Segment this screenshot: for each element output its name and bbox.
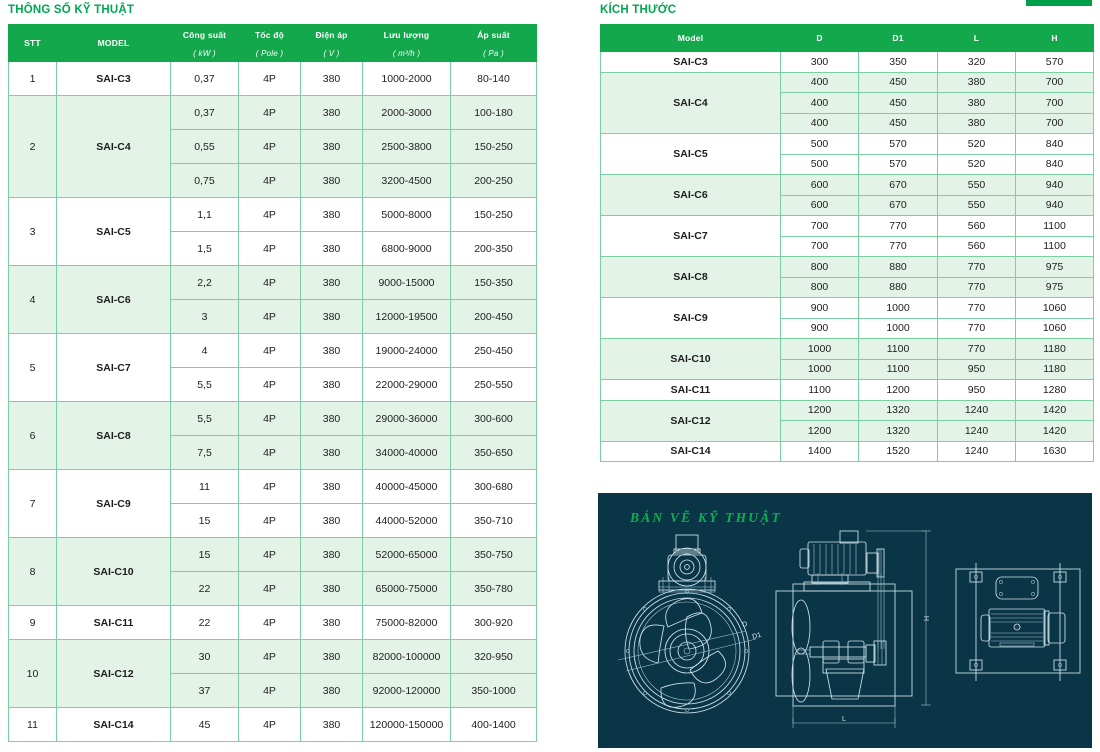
column-unit-speed: ( Pole ) bbox=[239, 46, 301, 62]
cell-d1: 1320 bbox=[859, 400, 938, 421]
cell-h: 700 bbox=[1016, 93, 1094, 114]
table-row bbox=[601, 216, 1094, 237]
cell-voltage: 380 bbox=[301, 164, 363, 198]
cell-speed: 4P bbox=[239, 402, 301, 436]
cell-d1: 1100 bbox=[859, 339, 938, 360]
cell-voltage: 380 bbox=[301, 334, 363, 368]
cell-d1: 770 bbox=[859, 216, 938, 237]
cell-l: 520 bbox=[938, 134, 1016, 155]
cell-pressure: 350-1000 bbox=[451, 674, 537, 708]
cell-h: 1060 bbox=[1016, 298, 1094, 319]
cell-d1: 670 bbox=[859, 175, 938, 196]
cell-speed: 4P bbox=[239, 368, 301, 402]
specifications-table bbox=[8, 24, 537, 742]
cell-d: 400 bbox=[781, 113, 859, 134]
cell-l: 770 bbox=[938, 318, 1016, 339]
cell-l: 520 bbox=[938, 154, 1016, 175]
cell-model: SAI-C11 bbox=[601, 380, 781, 401]
cell-speed: 4P bbox=[239, 164, 301, 198]
dimension-label-d1: D1 bbox=[751, 631, 763, 641]
column-unit-pressure: ( Pa ) bbox=[451, 46, 537, 62]
cell-model: SAI-C3 bbox=[57, 62, 171, 96]
cell-speed: 4P bbox=[239, 436, 301, 470]
cell-flow: 29000-36000 bbox=[363, 402, 451, 436]
cell-voltage: 380 bbox=[301, 96, 363, 130]
cell-voltage: 380 bbox=[301, 130, 363, 164]
cell-speed: 4P bbox=[239, 266, 301, 300]
cell-stt: 7 bbox=[9, 470, 57, 538]
cell-h: 840 bbox=[1016, 154, 1094, 175]
cell-d: 1400 bbox=[781, 441, 859, 462]
cell-l: 1240 bbox=[938, 441, 1016, 462]
cell-d: 800 bbox=[781, 257, 859, 278]
column-header-voltage: Điện áp bbox=[301, 25, 363, 46]
cell-stt: 4 bbox=[9, 266, 57, 334]
cell-pressure: 320-950 bbox=[451, 640, 537, 674]
cell-l: 770 bbox=[938, 257, 1016, 278]
cell-power: 30 bbox=[171, 640, 239, 674]
column-unit-flow: ( m³/h ) bbox=[363, 46, 451, 62]
cell-h: 975 bbox=[1016, 277, 1094, 298]
cell-speed: 4P bbox=[239, 572, 301, 606]
cell-model: SAI-C10 bbox=[57, 538, 171, 606]
table-row bbox=[9, 334, 537, 368]
technical-drawing-panel bbox=[598, 493, 1092, 748]
cell-l: 560 bbox=[938, 216, 1016, 237]
cell-flow: 9000-15000 bbox=[363, 266, 451, 300]
table-row bbox=[9, 198, 537, 232]
cell-voltage: 380 bbox=[301, 402, 363, 436]
cell-l: 770 bbox=[938, 298, 1016, 319]
table-row bbox=[601, 72, 1094, 93]
cell-l: 950 bbox=[938, 380, 1016, 401]
cell-d1: 350 bbox=[859, 52, 938, 73]
cell-speed: 4P bbox=[239, 300, 301, 334]
cell-d1: 450 bbox=[859, 113, 938, 134]
cell-flow: 120000-150000 bbox=[363, 708, 451, 742]
cell-flow: 12000-19500 bbox=[363, 300, 451, 334]
cell-pressure: 250-450 bbox=[451, 334, 537, 368]
cell-power: 45 bbox=[171, 708, 239, 742]
cell-d1: 880 bbox=[859, 257, 938, 278]
cell-d: 900 bbox=[781, 318, 859, 339]
cell-pressure: 350-780 bbox=[451, 572, 537, 606]
cell-power: 22 bbox=[171, 606, 239, 640]
cell-model: SAI-C9 bbox=[601, 298, 781, 339]
cell-model: SAI-C4 bbox=[57, 96, 171, 198]
dimensions-table-container bbox=[600, 24, 1094, 462]
cell-l: 550 bbox=[938, 195, 1016, 216]
cell-d: 300 bbox=[781, 52, 859, 73]
cell-d: 1000 bbox=[781, 359, 859, 380]
table-row bbox=[9, 470, 537, 504]
cell-flow: 1000-2000 bbox=[363, 62, 451, 96]
cell-model: SAI-C12 bbox=[601, 400, 781, 441]
cell-voltage: 380 bbox=[301, 266, 363, 300]
table-row bbox=[9, 538, 537, 572]
cell-pressure: 200-250 bbox=[451, 164, 537, 198]
cell-pressure: 100-180 bbox=[451, 96, 537, 130]
cell-pressure: 200-450 bbox=[451, 300, 537, 334]
cell-speed: 4P bbox=[239, 62, 301, 96]
cell-l: 380 bbox=[938, 93, 1016, 114]
table-row bbox=[601, 257, 1094, 278]
cell-power: 11 bbox=[171, 470, 239, 504]
cell-h: 975 bbox=[1016, 257, 1094, 278]
cell-voltage: 380 bbox=[301, 640, 363, 674]
cell-voltage: 380 bbox=[301, 504, 363, 538]
cell-power: 1,1 bbox=[171, 198, 239, 232]
cell-model: SAI-C4 bbox=[601, 72, 781, 134]
table-row bbox=[9, 402, 537, 436]
column-header-d1: D1 bbox=[859, 25, 938, 52]
cell-power: 15 bbox=[171, 538, 239, 572]
cell-model: SAI-C6 bbox=[57, 266, 171, 334]
column-header-model: MODEL bbox=[57, 25, 171, 62]
cell-d: 500 bbox=[781, 154, 859, 175]
cell-stt: 8 bbox=[9, 538, 57, 606]
cell-pressure: 150-250 bbox=[451, 130, 537, 164]
cell-voltage: 380 bbox=[301, 62, 363, 96]
table-row bbox=[601, 441, 1094, 462]
table-row bbox=[9, 708, 537, 742]
column-header-power: Công suất bbox=[171, 25, 239, 46]
cell-flow: 92000-120000 bbox=[363, 674, 451, 708]
cell-d1: 570 bbox=[859, 154, 938, 175]
table-row bbox=[601, 52, 1094, 73]
cell-h: 840 bbox=[1016, 134, 1094, 155]
cell-l: 380 bbox=[938, 113, 1016, 134]
drawing-side-view bbox=[776, 531, 931, 728]
cell-model: SAI-C9 bbox=[57, 470, 171, 538]
cell-l: 1240 bbox=[938, 400, 1016, 421]
column-unit-power: ( kW ) bbox=[171, 46, 239, 62]
cell-voltage: 380 bbox=[301, 674, 363, 708]
table-row bbox=[9, 96, 537, 130]
cell-power: 15 bbox=[171, 504, 239, 538]
cell-model: SAI-C6 bbox=[601, 175, 781, 216]
cell-power: 0,75 bbox=[171, 164, 239, 198]
column-header-speed: Tốc độ bbox=[239, 25, 301, 46]
cell-l: 770 bbox=[938, 339, 1016, 360]
cell-flow: 44000-52000 bbox=[363, 504, 451, 538]
cell-h: 1420 bbox=[1016, 400, 1094, 421]
cell-flow: 3200-4500 bbox=[363, 164, 451, 198]
cell-d: 1100 bbox=[781, 380, 859, 401]
specifications-section-title: THÔNG SỐ KỸ THUẬT bbox=[8, 4, 135, 16]
cell-flow: 75000-82000 bbox=[363, 606, 451, 640]
cell-h: 1100 bbox=[1016, 236, 1094, 257]
cell-power: 4 bbox=[171, 334, 239, 368]
table-row bbox=[601, 134, 1094, 155]
cell-d1: 1000 bbox=[859, 318, 938, 339]
dimension-label-l: L bbox=[842, 716, 846, 723]
cell-power: 5,5 bbox=[171, 402, 239, 436]
cell-h: 1180 bbox=[1016, 359, 1094, 380]
table-row bbox=[601, 298, 1094, 319]
cell-voltage: 380 bbox=[301, 232, 363, 266]
cell-model: SAI-C11 bbox=[57, 606, 171, 640]
cell-d: 500 bbox=[781, 134, 859, 155]
table-row bbox=[9, 62, 537, 96]
cell-speed: 4P bbox=[239, 470, 301, 504]
cell-d: 1200 bbox=[781, 400, 859, 421]
column-header-h: H bbox=[1016, 25, 1094, 52]
table-row bbox=[9, 266, 537, 300]
column-header-stt: STT bbox=[9, 25, 57, 62]
cell-d: 700 bbox=[781, 216, 859, 237]
table-row bbox=[601, 380, 1094, 401]
cell-d: 400 bbox=[781, 93, 859, 114]
dimension-label-h: H bbox=[924, 615, 931, 621]
cell-d1: 770 bbox=[859, 236, 938, 257]
cell-l: 950 bbox=[938, 359, 1016, 380]
cell-power: 1,5 bbox=[171, 232, 239, 266]
cell-voltage: 380 bbox=[301, 538, 363, 572]
cell-model: SAI-C14 bbox=[601, 441, 781, 462]
cell-d1: 1100 bbox=[859, 359, 938, 380]
cell-d: 600 bbox=[781, 195, 859, 216]
cell-pressure: 150-350 bbox=[451, 266, 537, 300]
cell-stt: 1 bbox=[9, 62, 57, 96]
cell-d1: 1320 bbox=[859, 421, 938, 442]
table-row bbox=[9, 606, 537, 640]
column-header-d: D bbox=[781, 25, 859, 52]
cell-h: 1180 bbox=[1016, 339, 1094, 360]
cell-speed: 4P bbox=[239, 708, 301, 742]
cell-flow: 5000-8000 bbox=[363, 198, 451, 232]
cell-pressure: 400-1400 bbox=[451, 708, 537, 742]
cell-power: 3 bbox=[171, 300, 239, 334]
cell-l: 550 bbox=[938, 175, 1016, 196]
cell-stt: 2 bbox=[9, 96, 57, 198]
cell-voltage: 380 bbox=[301, 708, 363, 742]
cell-power: 5,5 bbox=[171, 368, 239, 402]
cell-l: 560 bbox=[938, 236, 1016, 257]
cell-pressure: 350-650 bbox=[451, 436, 537, 470]
cell-power: 0,55 bbox=[171, 130, 239, 164]
cell-l: 380 bbox=[938, 72, 1016, 93]
cell-stt: 9 bbox=[9, 606, 57, 640]
cell-model: SAI-C8 bbox=[57, 402, 171, 470]
cell-power: 37 bbox=[171, 674, 239, 708]
cell-stt: 11 bbox=[9, 708, 57, 742]
cell-voltage: 380 bbox=[301, 368, 363, 402]
cell-d1: 450 bbox=[859, 72, 938, 93]
cell-speed: 4P bbox=[239, 232, 301, 266]
dimension-label-d: D bbox=[741, 620, 749, 629]
cell-d1: 1000 bbox=[859, 298, 938, 319]
column-header-pressure: Áp suất bbox=[451, 25, 537, 46]
cell-voltage: 380 bbox=[301, 300, 363, 334]
cell-speed: 4P bbox=[239, 198, 301, 232]
cell-d1: 1520 bbox=[859, 441, 938, 462]
cell-h: 1630 bbox=[1016, 441, 1094, 462]
cell-speed: 4P bbox=[239, 674, 301, 708]
cell-d: 600 bbox=[781, 175, 859, 196]
table-row bbox=[601, 400, 1094, 421]
cell-flow: 34000-40000 bbox=[363, 436, 451, 470]
cell-flow: 22000-29000 bbox=[363, 368, 451, 402]
cell-flow: 82000-100000 bbox=[363, 640, 451, 674]
cell-h: 570 bbox=[1016, 52, 1094, 73]
column-unit-voltage: ( V ) bbox=[301, 46, 363, 62]
header-row-labels bbox=[9, 25, 537, 46]
cell-model: SAI-C5 bbox=[601, 134, 781, 175]
table-row bbox=[601, 175, 1094, 196]
cell-pressure: 350-750 bbox=[451, 538, 537, 572]
specifications-table-head bbox=[9, 25, 537, 62]
cell-speed: 4P bbox=[239, 640, 301, 674]
technical-drawing-svg bbox=[598, 493, 1092, 748]
cell-stt: 10 bbox=[9, 640, 57, 708]
cell-d1: 1200 bbox=[859, 380, 938, 401]
cell-pressure: 150-250 bbox=[451, 198, 537, 232]
cell-power: 2,2 bbox=[171, 266, 239, 300]
cell-flow: 65000-75000 bbox=[363, 572, 451, 606]
cell-flow: 2500-3800 bbox=[363, 130, 451, 164]
dimensions-table bbox=[600, 24, 1094, 462]
cell-model: SAI-C10 bbox=[601, 339, 781, 380]
drawing-front-view bbox=[618, 535, 762, 713]
cell-speed: 4P bbox=[239, 130, 301, 164]
cell-d: 700 bbox=[781, 236, 859, 257]
cell-d1: 670 bbox=[859, 195, 938, 216]
cell-speed: 4P bbox=[239, 334, 301, 368]
column-header-flow: Lưu lượng bbox=[363, 25, 451, 46]
cell-h: 700 bbox=[1016, 113, 1094, 134]
cell-l: 1240 bbox=[938, 421, 1016, 442]
cell-h: 1420 bbox=[1016, 421, 1094, 442]
cell-h: 1280 bbox=[1016, 380, 1094, 401]
cell-voltage: 380 bbox=[301, 572, 363, 606]
cell-h: 700 bbox=[1016, 72, 1094, 93]
cell-flow: 6800-9000 bbox=[363, 232, 451, 266]
dimensions-table-head bbox=[601, 25, 1094, 52]
cell-pressure: 300-920 bbox=[451, 606, 537, 640]
cell-stt: 6 bbox=[9, 402, 57, 470]
cell-d: 900 bbox=[781, 298, 859, 319]
cell-model: SAI-C5 bbox=[57, 198, 171, 266]
cell-pressure: 300-680 bbox=[451, 470, 537, 504]
cell-model: SAI-C12 bbox=[57, 640, 171, 708]
cell-pressure: 350-710 bbox=[451, 504, 537, 538]
cell-model: SAI-C14 bbox=[57, 708, 171, 742]
cell-h: 940 bbox=[1016, 195, 1094, 216]
cell-l: 320 bbox=[938, 52, 1016, 73]
cell-h: 940 bbox=[1016, 175, 1094, 196]
cell-pressure: 250-550 bbox=[451, 368, 537, 402]
cell-flow: 52000-65000 bbox=[363, 538, 451, 572]
cell-h: 1100 bbox=[1016, 216, 1094, 237]
cell-d1: 880 bbox=[859, 277, 938, 298]
column-header-l: L bbox=[938, 25, 1016, 52]
cell-power: 0,37 bbox=[171, 62, 239, 96]
cell-model: SAI-C8 bbox=[601, 257, 781, 298]
cell-d: 1000 bbox=[781, 339, 859, 360]
cell-speed: 4P bbox=[239, 606, 301, 640]
table-row bbox=[9, 640, 537, 674]
cell-speed: 4P bbox=[239, 538, 301, 572]
cell-pressure: 300-600 bbox=[451, 402, 537, 436]
table-row bbox=[601, 339, 1094, 360]
cell-stt: 5 bbox=[9, 334, 57, 402]
cell-d: 400 bbox=[781, 72, 859, 93]
cell-pressure: 80-140 bbox=[451, 62, 537, 96]
dimensions-table-body bbox=[601, 52, 1094, 462]
dimensions-section-title: KÍCH THƯỚC bbox=[600, 4, 677, 16]
cell-power: 0,37 bbox=[171, 96, 239, 130]
cell-d1: 570 bbox=[859, 134, 938, 155]
drawing-rear-view bbox=[956, 563, 1080, 681]
cell-l: 770 bbox=[938, 277, 1016, 298]
cell-flow: 2000-3000 bbox=[363, 96, 451, 130]
cell-pressure: 200-350 bbox=[451, 232, 537, 266]
cell-flow: 19000-24000 bbox=[363, 334, 451, 368]
cell-h: 1060 bbox=[1016, 318, 1094, 339]
cell-d: 1200 bbox=[781, 421, 859, 442]
cell-d: 800 bbox=[781, 277, 859, 298]
specifications-table-body bbox=[9, 62, 537, 742]
specifications-table-container bbox=[8, 24, 537, 742]
cell-voltage: 380 bbox=[301, 470, 363, 504]
cell-flow: 40000-45000 bbox=[363, 470, 451, 504]
column-header-model: Model bbox=[601, 25, 781, 52]
top-accent-bar bbox=[1026, 0, 1092, 6]
cell-d1: 450 bbox=[859, 93, 938, 114]
cell-speed: 4P bbox=[239, 504, 301, 538]
cell-power: 22 bbox=[171, 572, 239, 606]
technical-drawing-title: BẢN VẼ KỸ THUẬT bbox=[630, 510, 782, 525]
cell-voltage: 380 bbox=[301, 606, 363, 640]
cell-speed: 4P bbox=[239, 96, 301, 130]
cell-model: SAI-C3 bbox=[601, 52, 781, 73]
cell-model: SAI-C7 bbox=[601, 216, 781, 257]
header-row bbox=[601, 25, 1094, 52]
cell-voltage: 380 bbox=[301, 198, 363, 232]
cell-model: SAI-C7 bbox=[57, 334, 171, 402]
cell-voltage: 380 bbox=[301, 436, 363, 470]
cell-power: 7,5 bbox=[171, 436, 239, 470]
cell-stt: 3 bbox=[9, 198, 57, 266]
